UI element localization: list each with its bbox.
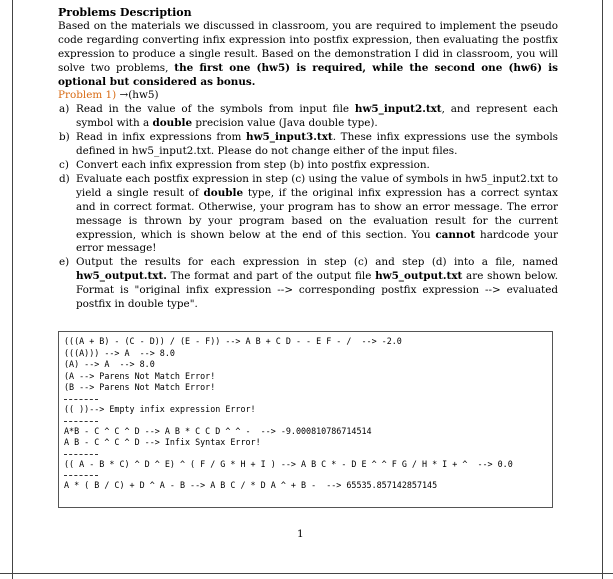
intro-text: Based on the materials we discussed in classroom, you are required to implement the pseudo code regarding converting infix expression into postfix expression, then evaluating the postfix expression to produce a single result. Based on the demonstration I did in classroom, you will solve two problems, (58, 19, 558, 74)
step-text: precision value (Java double type). (192, 117, 378, 130)
step-c (59, 158, 558, 173)
page-number: 1 (297, 528, 304, 540)
problem-tag: (hw5) (128, 89, 159, 102)
output-line: (((A))) --> A --> 8.0 (64, 347, 175, 358)
problem-title (58, 89, 558, 103)
step-text: , and represent each symbol with a (76, 103, 559, 130)
page-border-right (602, 0, 603, 579)
output-line: (A --> Parens Not Match Error! (64, 370, 216, 381)
step-bold: hw5_output.txt (375, 270, 463, 283)
step-letter: e) (59, 256, 70, 269)
output-line: (( ))--> Empty infix expression Error! (64, 403, 256, 414)
step-e (59, 256, 558, 312)
step-text: type, if the original infix expression has a correct syntax and in correct format. Otherwise, your program has to show an error message. The error message is thrown by your program based on the evaluation result for the current expression, which is shown below at the end of this section. You (76, 186, 558, 241)
output-line: A*B - C ^ C ^ D --> A B * C C D ^ ^ - --> -9.000810786714514 (64, 425, 372, 436)
step-text: The format and part of the output file (166, 270, 376, 283)
page-border-bottom (0, 573, 613, 574)
step-text: . These infix expressions use the symbols defined in hw5_input2.txt. Please do not change either of the input files. (76, 131, 558, 158)
step-a (59, 103, 559, 131)
dashed-separator (64, 454, 98, 455)
intro-bold-text: the first one (hw5) is required, while the second one (hw6) is optional but considered as bonus. (58, 61, 558, 88)
step-text: Convert each infix expression from step (b) into postfix expression. (76, 158, 430, 171)
step-text: hardcode your error message! (76, 228, 558, 255)
output-line: A * ( B / C) + D ^ A - B --> A B C / * D A ^ + B - --> 65535.857142857145 (64, 480, 438, 491)
step-letter: d) (59, 172, 70, 185)
step-bold: hw5_output.txt. (76, 270, 167, 283)
problem-label: Problem 1) (58, 89, 117, 102)
step-text: Read in infix expressions from (76, 131, 247, 144)
step-text: Evaluate each postfix expression in step (c) using the value of symbols in hw5_input2.txt to yield a single result of (76, 172, 558, 199)
steps-list (58, 103, 558, 312)
step-d (59, 172, 558, 256)
dashed-separator (64, 399, 98, 400)
step-bold: cannot (435, 228, 476, 241)
output-line: (B --> Parens Not Match Error! (64, 382, 216, 393)
step-bold: double (203, 186, 244, 199)
output-sample-box (58, 331, 553, 508)
dashed-separator (64, 421, 98, 422)
intro-paragraph (58, 20, 558, 90)
step-b (59, 131, 558, 159)
dashed-separator (64, 475, 98, 476)
step-text: Read in the value of the symbols from input file (76, 103, 355, 116)
step-text: Output the results for each expression in step (c) and step (d) into a file, named (76, 256, 558, 269)
step-letter: c) (59, 158, 69, 171)
arrow-icon: → (119, 89, 129, 102)
step-letter: b) (59, 131, 70, 144)
step-bold: hw5_input3.txt (246, 131, 333, 144)
step-letter: a) (59, 103, 70, 116)
output-line: A B - C ^ C ^ D --> Infix Syntax Error! (64, 437, 261, 448)
document-page (58, 6, 558, 312)
step-bold: double (152, 117, 193, 130)
output-line: (( A - B * C) ^ D ^ E) ^ ( F / G * H + I ) --> A B C * - D E ^ ^ F G / H * I + ^ --> 0.0 (64, 458, 513, 469)
page-border-left (12, 0, 13, 579)
output-line: (((A + B) - (C - D)) / (E - F)) --> A B + C D - - E F - / --> -2.0 (64, 336, 402, 346)
output-line: (A) --> A --> 8.0 (64, 359, 155, 370)
step-bold: hw5_input2.txt (354, 103, 442, 116)
section-heading: Problems Description (58, 6, 192, 19)
step-text: are shown below. Format is "original infix expression --> corresponding postfix expression --> evaluated postfix in double type". (76, 270, 558, 311)
